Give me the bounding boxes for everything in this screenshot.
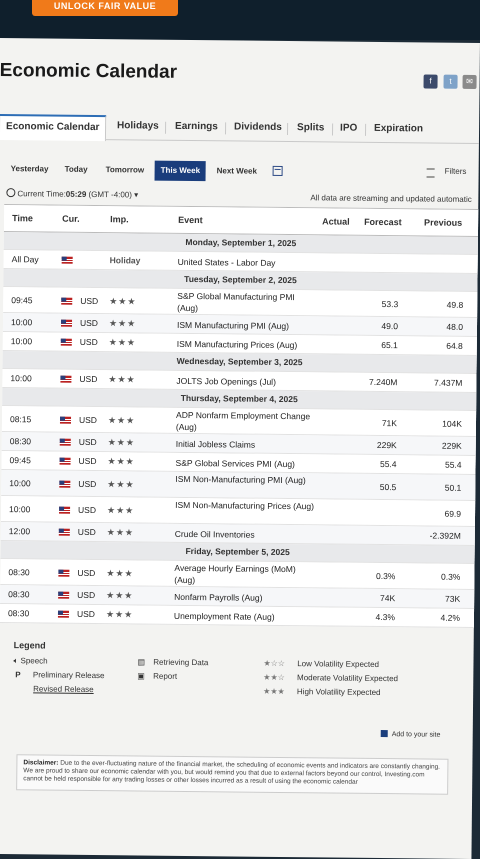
- event-name[interactable]: Crude Oil Inventories: [175, 528, 315, 541]
- event-currency: USD: [79, 456, 97, 466]
- yesterday-button[interactable]: Yesterday: [11, 159, 49, 179]
- preliminary-marker: P: [15, 670, 20, 679]
- filters-button[interactable]: Filters: [445, 167, 467, 176]
- event-forecast: 74K: [345, 593, 395, 604]
- event-previous: 73K: [410, 593, 460, 604]
- date-range-nav: [0, 159, 479, 184]
- timezone: (GMT -4:00): [88, 190, 132, 199]
- event-currency: USD: [78, 479, 96, 489]
- event-previous: -2.392M: [411, 530, 461, 541]
- us-flag-icon: [58, 592, 69, 599]
- legend-moderate: ★★☆ Moderate Volatility Expected: [263, 673, 398, 683]
- importance-stars-icon: ★★★: [107, 527, 134, 538]
- us-flag-icon: [58, 611, 69, 618]
- calendar-tabs: [0, 114, 479, 144]
- tab-earnings[interactable]: Earnings: [175, 116, 218, 140]
- col-importance: Imp.: [110, 214, 129, 224]
- event-currency: USD: [80, 296, 98, 306]
- event-name[interactable]: JOLTS Job Openings (Jul): [176, 375, 316, 388]
- event-currency: USD: [78, 527, 96, 537]
- event-forecast: 65.1: [348, 340, 398, 351]
- add-site-icon: [381, 730, 388, 737]
- twitter-share-icon[interactable]: t: [443, 75, 457, 89]
- event-previous: 229K: [412, 440, 462, 451]
- event-previous: 104K: [412, 418, 462, 429]
- date-row: Wednesday, September 3, 2025: [3, 351, 477, 374]
- event-currency: USD: [80, 318, 98, 328]
- event-forecast: 53.3: [348, 299, 398, 310]
- top-band: [0, 0, 480, 40]
- page: [0, 38, 480, 859]
- legend-report: ▣ Report: [137, 671, 177, 680]
- col-time: Time: [12, 213, 33, 223]
- event-previous: 50.1: [411, 482, 461, 493]
- event-currency: USD: [78, 505, 96, 515]
- event-forecast: 50.5: [346, 482, 396, 493]
- event-time: 10:00: [9, 478, 30, 488]
- event-forecast: [346, 508, 396, 509]
- tab-divider: [332, 123, 333, 135]
- legend-low: ★☆☆ Low Volatility Expected: [263, 659, 379, 669]
- tab-divider: [225, 122, 226, 134]
- event-time: 10:00: [10, 373, 31, 383]
- disclaimer-label: Disclaimer:: [23, 759, 58, 766]
- tab-dividends[interactable]: Dividends: [234, 116, 282, 140]
- event-previous: 64.8: [413, 340, 463, 351]
- event-time: All Day: [12, 254, 39, 264]
- event-name[interactable]: ISM Non-Manufacturing PMI (Aug): [175, 473, 315, 486]
- importance-stars-icon: ★★★: [108, 374, 135, 385]
- next-week-button[interactable]: Next Week: [217, 161, 258, 181]
- event-time: 08:15: [10, 414, 31, 424]
- event-time: 08:30: [8, 608, 29, 618]
- us-flag-icon: [60, 417, 71, 424]
- legend-high: ★★★ High Volatility Expected: [263, 687, 380, 697]
- us-flag-icon: [60, 458, 71, 465]
- event-previous: 0.3%: [410, 571, 460, 582]
- us-flag-icon: [58, 570, 69, 577]
- event-row[interactable]: [0, 604, 474, 628]
- today-button[interactable]: Today: [65, 160, 88, 180]
- event-forecast: [346, 530, 396, 531]
- tab-divider: [287, 123, 288, 135]
- event-forecast: 0.3%: [345, 571, 395, 582]
- report-icon: ▣: [137, 671, 145, 680]
- event-forecast: 49.0: [348, 321, 398, 332]
- importance-stars-icon: ★★★: [108, 415, 135, 426]
- event-currency: USD: [79, 437, 97, 447]
- event-currency: USD: [79, 415, 97, 425]
- facebook-share-icon[interactable]: f: [423, 74, 437, 88]
- tab-divider: [365, 124, 366, 136]
- importance-stars-icon: ★★★: [109, 296, 136, 307]
- event-currency: USD: [77, 568, 95, 578]
- event-previous: 49.8: [413, 299, 463, 310]
- importance-stars-icon: ★★★: [109, 337, 136, 348]
- us-flag-icon: [61, 339, 72, 346]
- unlock-fair-value-button[interactable]: UNLOCK FAIR VALUE: [32, 0, 178, 16]
- email-share-icon[interactable]: ✉: [462, 75, 476, 89]
- event-time: 08:30: [10, 436, 31, 446]
- high-volatility-stars-icon: ★★★: [263, 687, 285, 696]
- event-currency: USD: [77, 609, 95, 619]
- legend: [14, 640, 454, 645]
- holiday-label: Holiday: [110, 255, 141, 265]
- event-name[interactable]: Initial Jobless Claims: [176, 438, 316, 451]
- moderate-volatility-stars-icon: ★★☆: [263, 673, 285, 682]
- tab-economic-calendar[interactable]: Economic Calendar: [0, 114, 107, 141]
- us-flag-icon: [59, 529, 70, 536]
- this-week-button[interactable]: This Week: [155, 161, 207, 182]
- streaming-note: All data are streaming and updated automatic: [310, 193, 472, 204]
- event-currency: USD: [79, 374, 97, 384]
- legend-speech: 🔈︎ Speech: [13, 656, 47, 666]
- event-name[interactable]: Nonfarm Payrolls (Aug): [174, 591, 314, 604]
- importance-stars-icon: ★★★: [108, 456, 135, 467]
- us-flag-icon: [59, 481, 70, 488]
- date-row: Tuesday, September 2, 2025: [3, 269, 477, 292]
- event-time: 10:00: [11, 317, 32, 327]
- legend-revised: Revised Release: [33, 684, 94, 694]
- event-forecast: 7.240M: [347, 377, 397, 388]
- disclaimer: [16, 754, 448, 795]
- disclaimer-text: Due to the ever-fluctuating nature of the financial market, the scheduling of economic events and indicators are constantly changing. We are proud to share our economic calendar with you, but would remind you that due to external factors beyond our control, Investing.com cannot be held responsible for any trading losses or other losses incurred as a result of using the economic calendar: [23, 760, 440, 786]
- event-previous: 7.437M: [412, 377, 462, 388]
- event-name[interactable]: S&P Global Manufacturing PMI (Aug): [177, 290, 317, 315]
- importance-stars-icon: ★★★: [109, 318, 136, 329]
- importance-stars-icon: ★★★: [108, 437, 135, 448]
- event-time: 10:00: [11, 336, 32, 346]
- filters-icon[interactable]: [427, 168, 435, 177]
- importance-stars-icon: ★★★: [106, 609, 133, 620]
- date-row: Friday, September 5, 2025: [1, 541, 475, 564]
- date-row: Monday, September 1, 2025: [4, 232, 478, 255]
- event-name[interactable]: ISM Non-Manufacturing Prices (Aug): [175, 499, 315, 512]
- event-name[interactable]: United States - Labor Day: [178, 256, 318, 269]
- importance-stars-icon: ★★★: [106, 568, 133, 579]
- col-forecast: Forecast: [364, 217, 402, 227]
- importance-stars-icon: ★★★: [106, 590, 133, 601]
- col-actual: Actual: [322, 216, 350, 226]
- importance-stars-icon: ★★★: [107, 479, 134, 490]
- event-previous: [414, 258, 464, 259]
- col-currency: Cur.: [62, 214, 80, 224]
- clock-icon: [6, 188, 15, 197]
- current-time-prefix: Current Time:: [17, 189, 66, 199]
- event-forecast: 4.3%: [345, 612, 395, 623]
- event-currency: USD: [80, 337, 98, 347]
- tab-ipo[interactable]: IPO: [340, 118, 357, 142]
- importance-stars-icon: ★★★: [107, 505, 134, 516]
- col-event: Event: [178, 215, 203, 225]
- tab-holidays[interactable]: Holidays: [117, 115, 159, 139]
- event-currency: USD: [77, 590, 95, 600]
- event-previous: 69.9: [411, 508, 461, 519]
- event-time: 12:00: [9, 526, 30, 536]
- event-name[interactable]: S&P Global Services PMI (Aug): [175, 457, 315, 470]
- event-previous: 4.2%: [410, 612, 460, 623]
- economic-calendar-table: [0, 204, 478, 628]
- us-flag-icon: [60, 439, 71, 446]
- date-row: Thursday, September 4, 2025: [2, 388, 476, 411]
- us-flag-icon: [61, 298, 72, 305]
- event-forecast: 229K: [347, 440, 397, 451]
- us-flag-icon: [59, 507, 70, 514]
- tomorrow-button[interactable]: Tomorrow: [106, 160, 145, 180]
- us-flag-icon: [62, 257, 73, 264]
- low-volatility-stars-icon: ★☆☆: [263, 659, 285, 668]
- event-name[interactable]: ISM Manufacturing Prices (Aug): [177, 338, 317, 351]
- event-time: 10:00: [9, 504, 30, 514]
- add-to-your-site-link[interactable]: Add to your site: [381, 730, 441, 739]
- tab-expiration[interactable]: Expiration: [374, 118, 423, 143]
- event-name[interactable]: Average Hourly Earnings (MoM) (Aug): [174, 562, 314, 587]
- legend-retrieving: ▤ Retrieving Data: [137, 657, 208, 667]
- event-previous: 55.4: [412, 459, 462, 470]
- event-forecast: [349, 258, 399, 259]
- event-time: 09:45: [10, 455, 31, 465]
- tab-splits[interactable]: Splits: [297, 117, 324, 141]
- table-body: [0, 232, 478, 628]
- legend-preliminary: P Preliminary Release: [15, 670, 104, 680]
- current-time-value: 05:29: [66, 190, 87, 199]
- document-icon: ▤: [137, 657, 145, 666]
- event-forecast: 55.4: [347, 459, 397, 470]
- event-time: 08:30: [8, 567, 29, 577]
- speaker-icon: 🔈︎: [13, 656, 18, 665]
- event-time: 09:45: [11, 295, 32, 305]
- event-time: 08:30: [8, 589, 29, 599]
- event-name[interactable]: ISM Manufacturing PMI (Aug): [177, 319, 317, 332]
- us-flag-icon: [60, 376, 71, 383]
- page-title: Economic Calendar: [0, 60, 177, 84]
- event-forecast: 71K: [347, 418, 397, 429]
- us-flag-icon: [61, 320, 72, 327]
- event-previous: 48.0: [413, 321, 463, 332]
- chevron-down-icon[interactable]: ▾: [134, 190, 138, 199]
- calendar-picker-icon[interactable]: [273, 166, 283, 176]
- col-previous: Previous: [424, 217, 462, 227]
- event-name[interactable]: Unemployment Rate (Aug): [174, 610, 314, 623]
- tab-divider: [165, 122, 166, 134]
- legend-title: Legend: [14, 640, 46, 650]
- current-time[interactable]: [6, 188, 138, 199]
- event-name[interactable]: ADP Nonfarm Employment Change (Aug): [176, 409, 316, 434]
